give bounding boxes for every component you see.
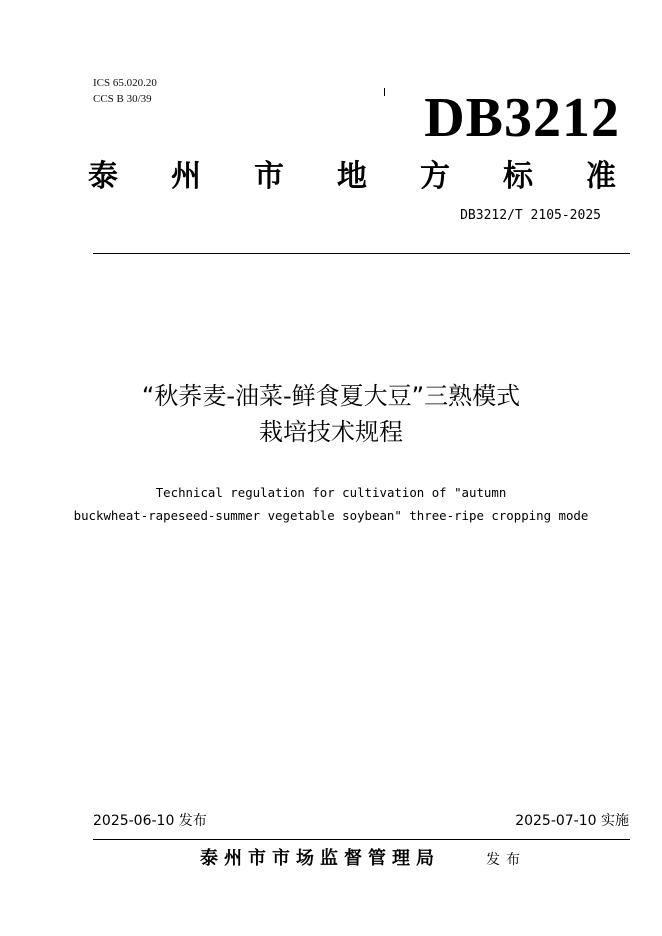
standard-type-char: 方	[420, 159, 450, 194]
chinese-title-line-1: “秋荞麦-油菜-鲜食夏大豆”三熟模式	[141, 382, 521, 410]
standard-number: DB3212/T 2105-2025	[460, 208, 601, 223]
chinese-title-line-2: 栽培技术规程	[259, 418, 403, 446]
ics-code: ICS 65.020.20	[93, 77, 157, 89]
standard-type-char: 泰	[88, 159, 118, 194]
top-divider	[93, 253, 630, 254]
issuing-authority: 泰州市市场监督管理局	[200, 848, 440, 869]
decorative-tick	[384, 88, 385, 96]
issue-date: 2025-06-10 发布	[93, 813, 207, 829]
standard-type-char: 准	[586, 159, 616, 194]
standard-type-char: 市	[254, 159, 284, 194]
standard-type-char: 州	[171, 159, 201, 194]
english-title	[0, 481, 662, 527]
issue-label: 发布	[486, 852, 526, 868]
standard-type-char: 地	[337, 159, 367, 194]
english-title-line-1: Technical regulation for cultivation of "autumn	[155, 485, 507, 500]
english-title-line-2: buckwheat-rapeseed-summer vegetable soybean" three-ripe cropping mode	[73, 508, 589, 523]
ccs-code: CCS B 30/39	[93, 93, 152, 105]
implementation-date: 2025-07-10 实施	[515, 813, 629, 829]
standard-type-char: 标	[503, 159, 533, 194]
chinese-title	[0, 378, 662, 450]
bottom-divider	[93, 839, 630, 840]
standard-type	[88, 157, 616, 197]
classification-codes	[93, 75, 157, 107]
db-code: DB3212	[424, 87, 620, 149]
